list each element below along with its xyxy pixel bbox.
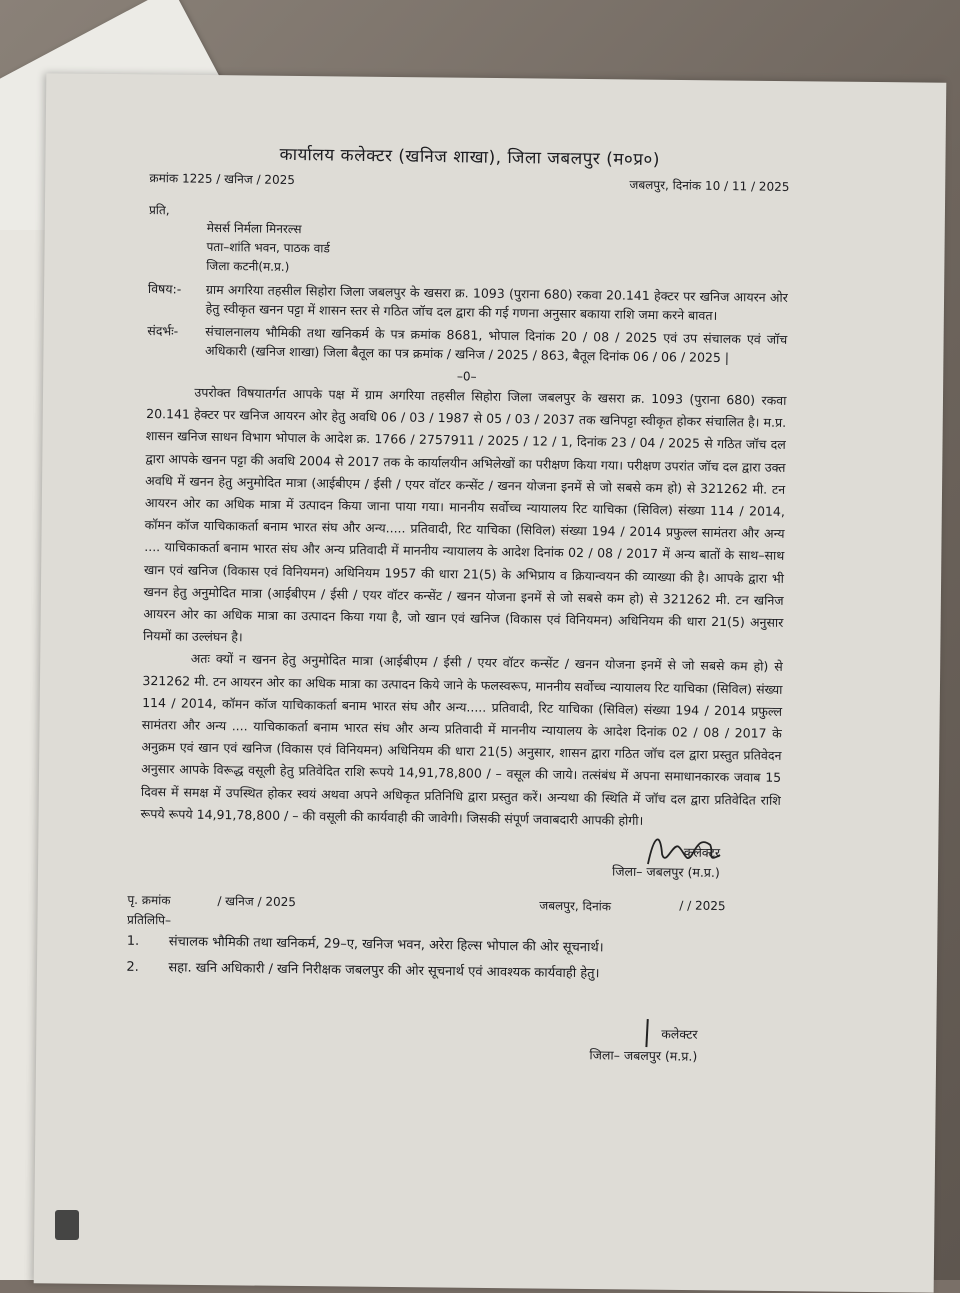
signatory-designation: कलेक्टर [683,844,721,861]
final-signatory-designation: कलेक्टर [661,1026,698,1042]
place-date: जबलपुर, दिनांक 10 / 11 / 2025 [629,177,790,194]
copy-date: / / 2025 [679,898,726,914]
signature-scribble [640,824,731,875]
letter-number: क्रमांक 1225 / खनिज / 2025 [149,170,296,188]
divider: –0– [456,369,477,384]
office-title: कार्यालय कलेक्टर (खनिज शाखा), जिला जबलपुर (म०प्र०) [279,144,661,171]
final-signature-block [137,1016,698,1068]
final-signature-area [137,1016,778,1069]
ink-mark [55,1210,79,1240]
body-paragraph-1: उपरोक्त विषयातर्गत आपके पक्ष में ग्राम अगरिया तहसील सिहोरा जिला जबलपुर के खसरा क्र. 1093 (पुराना 680) रकवा 20.141 हेक्टर पर खनिज आयरन ओर हेतु अवधि 06 / 03 / 1987 से 05 / 03 / 2037 तक खनिपट्टा स्वीकृत होकर संचालित है। म.प्र. शासन खनिज साधन विभाग भोपाल के आदेश क्र. 1766 / 2757911 / 2025 / 12 / 1, दिनांक 23 / 04 / 2025 से गठित जॉच दल द्वारा आपके खनन पट्टा की अवधि 2004 से 2017 तक के कार्यालयीन अभिलेखों का परीक्षण किया गया। परीक्षण उपरांत जॉच दल द्वारा उक्त अवधि में खनन हेतु अनुमोदित मात्रा (आईबीएम / ईसी / एयर वॉटर कन्सेंट / खनन योजना इनमें से जो सबसे कम हो) से 321262 मी. टन आयरन ओर का अधिक मात्रा में उत्पादन किया जाना पाया गया। माननीय सर्वोच्च न्यायालय रिट याचिका (सिविल) संख्या 114 / 2014, कॉमन कॉज याचिकाकर्ता बनाम भारत संघ और अन्य..... प्रतिवादी, रिट याचिका (सिविल) संख्या 194 / 2014 प्रफुल्ल सामंतरा और अन्य .... याचिकाकर्ता बनाम भारत संघ और अन्य प्रतिवादी में माननीय न्यायालय के आदेश दिनांक 02 / 08 / 2017 में अन्य बातों के साथ–साथ खान एवं खनिज (विकास एवं विनियमन) अधिनियम 1957 की धारा 21(5) के अभिप्राय व क्रियान्वयन की व्याख्या की है। आपके द्वारा भी खनन हेतु अनुमोदित मात्रा (आईबीएम / ईसी / एयर वॉटर कन्सेंट / खनन योजना इनमें से जो सबसे कम हो) से 321262 मी. टन खनिज आयरन ओर का अधिक मात्रा का उत्पादन किया गया है, जो खान एवं खनिज (विकास एवं विनियमन) अधिनियम की धारा 21(5) अनुसार नियमों का उल्लंघन है। [142,384,787,645]
signature-area [140,835,780,884]
copy-place: जबलपुर, दिनांक [539,898,612,914]
signature-block [140,835,721,883]
reference-label: संदर्भः- [147,322,179,339]
reference-line [149,169,789,200]
final-signatory-district: जिला– जबलपुर (म.प्र.) [589,1047,698,1064]
addressee-block [206,219,789,284]
copy-item-text: संचालक भौमिकी तथा खनिकर्म, 29–ए, खनिज भवन, अरेरा हिल्स भोपाल की ओर सूचनार्थ। [168,934,604,956]
copy-ref-prefix: पृ. क्रमांक [127,892,171,908]
signatory-district: जिला– जबलपुर (म.प्र.) [611,863,720,881]
subject-row [148,279,788,326]
addressee-district: जिला कटनी(म.प्र.) [206,258,290,274]
copy-ref-suffix: / खनिज / 2025 [217,894,297,910]
letter-content [126,140,790,1069]
addressee-address: पता–शांति भवन, पाठक वार्ड [206,239,330,256]
initial-mark [637,1017,658,1057]
to-label: प्रति, [148,202,170,218]
body-paragraph-2: अतः क्यों न खनन हेतु अनुमोदित मात्रा (आईबीएम / ईसी / एयर वॉटर कन्सेंट / खनन योजना इनमें से जो सबसे कम हो) से 321262 मी. टन आयरन ओर का अधिक मात्रा का उत्पादन किये जाने के फलस्वरूप, माननीय सर्वोच्च न्यायालय रिट याचिका (सिविल) संख्या 114 / 2014, कॉमन कॉज याचिकाकर्ता बनाम भारत संघ और अन्य..... प्रतिवादी, रिट याचिका (सिविल) संख्या 194 / 2014 प्रफुल्ल सामंतरा और अन्य .... याचिकाकर्ता बनाम भारत संघ और अन्य प्रतिवादी में माननीय न्यायालय के आदेश दिनांक 02 / 08 / 2017 के अनुक्रम एवं खान एवं खनिज (विकास एवं विनियमन) अधिनियम की धारा 21(5) अनुसार, शासन द्वारा गठित जॉच दल द्वारा प्रस्तुत प्रतिवेदन अनुसार आपके विरूद्ध वसूली हेतु प्रतिवेदित राशि रूपये 14,91,78,800 / – वसूल की जाये। तत्संबंध में अपना समाधानकारक जवाब 15 दिवस में समक्ष में उपस्थित होकर स्वयं अथवा अपने अधिकृत प्रतिनिधि द्वारा प्रस्तुत करें। अन्यथा की स्थिति में जॉच दल द्वारा प्रतिवेदित राशि रूपये रूपये 14,91,78,800 / – की वसूली की कार्यवाही की जावेगी। जिसकी संपूर्ण जवाबदारी आपकी होगी। [140,651,783,828]
copy-item-text: सहा. खनि अधिकारी / खनि निरीक्षक जबलपुर की ओर सूचनार्थ एवं आवश्यक कार्यवाही हेतु। [168,960,600,982]
subject-label: विषय:- [147,280,182,297]
addressee-name: मेसर्स निर्मला मिनरल्स [206,220,302,237]
copy-label: प्रतिलिपि– [127,912,172,928]
reference-row [147,321,787,368]
copy-item-number: 2. [126,959,139,975]
copy-item-number: 1. [126,933,140,949]
subject-text: ग्राम अगरिया तहसील सिहोरा जिला जबलपुर के खसरा क्र. 1093 (पुराना 680) रकवा 20.141 हेक्टर पर खनिज आयरन ओर हेतु स्वीकृत खनन पट्टा में शासन स्तर से गठित जॉच दल द्वारा की गई गणना अनुसार बकाया राशि जमा करने बावत। [205,281,788,323]
reference-text: संचालनालय भौमिकी तथा खनिकर्म के पत्र क्रमांक 8681, भोपाल दिनांक 20 / 08 / 2025 एवं उप संचालक एवं जॉच अधिकारी (खनिज शाखा) जिला बैतूल का पत्र क्रमांक / खनिज / 2025 / 863, बैतूल दिनांक 06 / 06 / 2025 | [204,323,788,366]
